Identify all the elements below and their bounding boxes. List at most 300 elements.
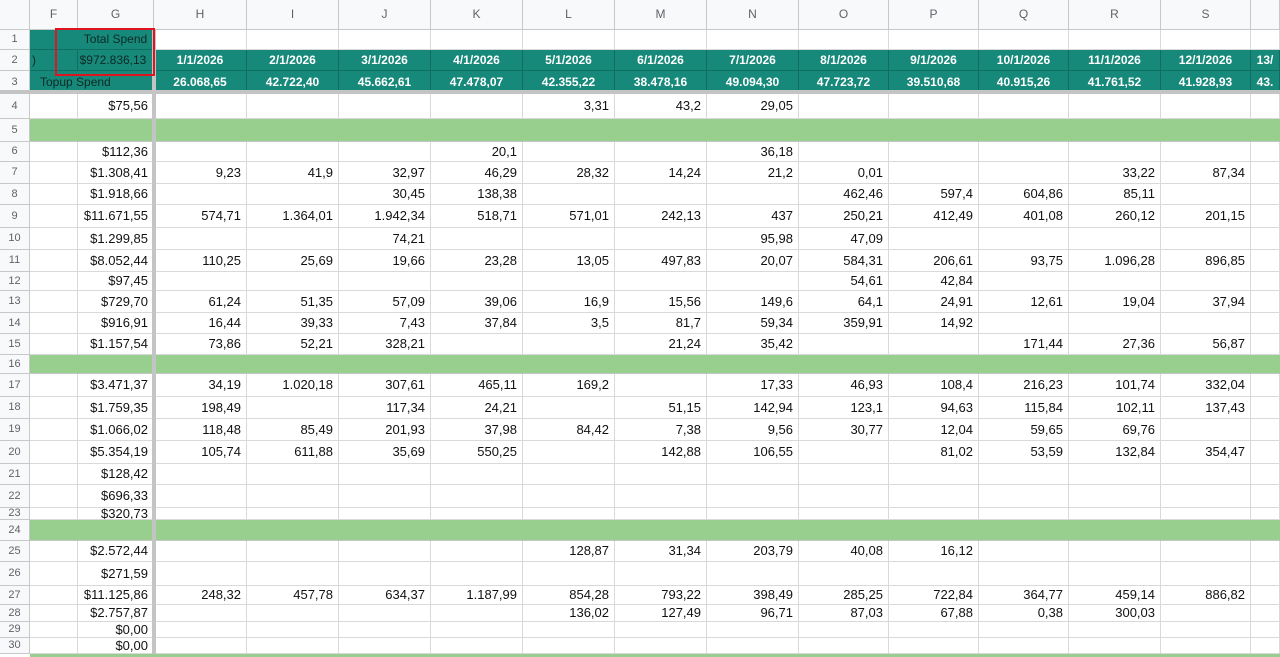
row-header[interactable]: 13 bbox=[0, 291, 30, 313]
column-header[interactable]: F bbox=[30, 0, 78, 30]
row-header[interactable]: 4 bbox=[0, 94, 30, 119]
value-cell[interactable]: 87,34 bbox=[1161, 162, 1251, 184]
grid-cell[interactable] bbox=[1251, 638, 1280, 654]
row-total-cell[interactable]: $1.066,02 bbox=[78, 419, 154, 441]
value-cell[interactable] bbox=[615, 562, 707, 586]
header-cell[interactable] bbox=[30, 30, 78, 50]
monthly-total[interactable]: 45.662,61 bbox=[339, 71, 431, 94]
frozen-column-divider[interactable] bbox=[152, 30, 156, 657]
row-header[interactable]: 9 bbox=[0, 205, 30, 228]
value-cell[interactable]: 52,21 bbox=[247, 334, 339, 355]
value-cell[interactable]: 1.020,18 bbox=[247, 374, 339, 397]
value-cell[interactable] bbox=[339, 562, 431, 586]
value-cell[interactable]: 17,33 bbox=[707, 374, 799, 397]
value-cell[interactable] bbox=[154, 272, 247, 291]
month-date-header[interactable]: 8/1/2026 bbox=[799, 50, 889, 71]
value-cell[interactable] bbox=[523, 184, 615, 205]
value-cell[interactable] bbox=[1161, 508, 1251, 520]
grid-cell[interactable] bbox=[707, 30, 799, 50]
value-cell[interactable]: 722,84 bbox=[889, 586, 979, 605]
value-cell[interactable] bbox=[1069, 541, 1161, 562]
row-header[interactable]: 27 bbox=[0, 586, 30, 605]
value-cell[interactable] bbox=[431, 334, 523, 355]
value-cell[interactable] bbox=[247, 142, 339, 162]
section-separator-cell[interactable] bbox=[1251, 355, 1280, 374]
section-separator-cell[interactable] bbox=[707, 355, 799, 374]
value-cell[interactable] bbox=[615, 228, 707, 250]
value-cell[interactable] bbox=[1161, 605, 1251, 622]
value-cell[interactable]: 51,15 bbox=[615, 397, 707, 419]
value-cell[interactable]: 260,12 bbox=[1069, 205, 1161, 228]
value-cell[interactable] bbox=[799, 622, 889, 638]
value-cell[interactable]: 550,25 bbox=[431, 441, 523, 464]
value-cell[interactable]: 108,4 bbox=[889, 374, 979, 397]
grid-cell[interactable] bbox=[1251, 397, 1280, 419]
value-cell[interactable]: 896,85 bbox=[1161, 250, 1251, 272]
grid-cell[interactable] bbox=[30, 541, 78, 562]
section-separator-cell[interactable] bbox=[889, 119, 979, 142]
value-cell[interactable] bbox=[707, 272, 799, 291]
total-spend-value[interactable]: $972.836,13 bbox=[78, 50, 154, 71]
value-cell[interactable] bbox=[339, 508, 431, 520]
value-cell[interactable] bbox=[247, 464, 339, 485]
value-cell[interactable]: 74,21 bbox=[339, 228, 431, 250]
value-cell[interactable] bbox=[523, 508, 615, 520]
grid-cell[interactable] bbox=[1251, 374, 1280, 397]
value-cell[interactable] bbox=[154, 228, 247, 250]
value-cell[interactable] bbox=[615, 622, 707, 638]
section-separator-cell[interactable] bbox=[154, 119, 247, 142]
value-cell[interactable]: 198,49 bbox=[154, 397, 247, 419]
value-cell[interactable] bbox=[707, 508, 799, 520]
row-header[interactable]: 5 bbox=[0, 119, 30, 142]
value-cell[interactable] bbox=[979, 541, 1069, 562]
value-cell[interactable] bbox=[979, 622, 1069, 638]
value-cell[interactable]: 36,18 bbox=[707, 142, 799, 162]
section-separator-cell[interactable] bbox=[523, 520, 615, 541]
value-cell[interactable] bbox=[431, 605, 523, 622]
month-date-header[interactable]: 3/1/2026 bbox=[339, 50, 431, 71]
value-cell[interactable]: 465,11 bbox=[431, 374, 523, 397]
value-cell[interactable]: 328,21 bbox=[339, 334, 431, 355]
value-cell[interactable] bbox=[247, 397, 339, 419]
section-separator-cell[interactable] bbox=[30, 355, 78, 374]
value-cell[interactable]: 9,56 bbox=[707, 419, 799, 441]
row-header[interactable]: 25 bbox=[0, 541, 30, 562]
row-header[interactable]: 28 bbox=[0, 605, 30, 622]
value-cell[interactable] bbox=[339, 605, 431, 622]
value-cell[interactable] bbox=[615, 464, 707, 485]
monthly-total[interactable]: 41.928,93 bbox=[1161, 71, 1251, 94]
value-cell[interactable]: 571,01 bbox=[523, 205, 615, 228]
row-total-cell[interactable]: $271,59 bbox=[78, 562, 154, 586]
grid-cell[interactable] bbox=[1251, 30, 1280, 50]
grid-cell[interactable] bbox=[1251, 228, 1280, 250]
row-header[interactable]: 12 bbox=[0, 272, 30, 291]
value-cell[interactable]: 332,04 bbox=[1161, 374, 1251, 397]
row-total-cell[interactable]: $320,73 bbox=[78, 508, 154, 520]
header-cell[interactable]: ) bbox=[30, 50, 78, 71]
row-header[interactable]: 10 bbox=[0, 228, 30, 250]
value-cell[interactable]: 53,59 bbox=[979, 441, 1069, 464]
value-cell[interactable]: 201,15 bbox=[1161, 205, 1251, 228]
value-cell[interactable]: 9,23 bbox=[154, 162, 247, 184]
value-cell[interactable] bbox=[339, 142, 431, 162]
value-cell[interactable]: 81,02 bbox=[889, 441, 979, 464]
value-cell[interactable] bbox=[799, 485, 889, 508]
grid-cell[interactable] bbox=[1251, 184, 1280, 205]
row-total-cell[interactable]: $1.299,85 bbox=[78, 228, 154, 250]
grid-cell[interactable] bbox=[30, 250, 78, 272]
row-total-cell[interactable]: $696,33 bbox=[78, 485, 154, 508]
row-total-cell[interactable]: $8.052,44 bbox=[78, 250, 154, 272]
value-cell[interactable]: 497,83 bbox=[615, 250, 707, 272]
value-cell[interactable] bbox=[1161, 562, 1251, 586]
value-cell[interactable]: 93,75 bbox=[979, 250, 1069, 272]
value-cell[interactable] bbox=[1161, 94, 1251, 119]
row-total-cell[interactable]: $75,56 bbox=[78, 94, 154, 119]
value-cell[interactable] bbox=[799, 508, 889, 520]
value-cell[interactable]: 793,22 bbox=[615, 586, 707, 605]
value-cell[interactable]: 21,24 bbox=[615, 334, 707, 355]
value-cell[interactable] bbox=[1069, 464, 1161, 485]
column-header[interactable] bbox=[1251, 0, 1280, 30]
value-cell[interactable] bbox=[1161, 142, 1251, 162]
value-cell[interactable] bbox=[154, 638, 247, 654]
grid-cell[interactable] bbox=[889, 30, 979, 50]
value-cell[interactable] bbox=[889, 638, 979, 654]
value-cell[interactable]: 29,05 bbox=[707, 94, 799, 119]
value-cell[interactable] bbox=[707, 622, 799, 638]
monthly-total[interactable]: 26.068,65 bbox=[154, 71, 247, 94]
value-cell[interactable]: 101,74 bbox=[1069, 374, 1161, 397]
value-cell[interactable]: 171,44 bbox=[979, 334, 1069, 355]
value-cell[interactable] bbox=[431, 485, 523, 508]
monthly-total[interactable]: 47.478,07 bbox=[431, 71, 523, 94]
value-cell[interactable] bbox=[707, 184, 799, 205]
section-separator-cell[interactable] bbox=[979, 355, 1069, 374]
value-cell[interactable]: 307,61 bbox=[339, 374, 431, 397]
value-cell[interactable] bbox=[523, 622, 615, 638]
grid-cell[interactable] bbox=[30, 622, 78, 638]
value-cell[interactable]: 137,43 bbox=[1161, 397, 1251, 419]
row-header[interactable]: 3 bbox=[0, 71, 30, 94]
value-cell[interactable] bbox=[523, 638, 615, 654]
grid-cell[interactable] bbox=[247, 30, 339, 50]
value-cell[interactable] bbox=[1161, 485, 1251, 508]
value-cell[interactable]: 25,69 bbox=[247, 250, 339, 272]
value-cell[interactable]: 43,2 bbox=[615, 94, 707, 119]
column-header[interactable]: G bbox=[78, 0, 154, 30]
section-separator-cell[interactable] bbox=[799, 119, 889, 142]
month-date-header[interactable]: 11/1/2026 bbox=[1069, 50, 1161, 71]
value-cell[interactable] bbox=[154, 562, 247, 586]
value-cell[interactable] bbox=[1161, 622, 1251, 638]
value-cell[interactable]: 7,38 bbox=[615, 419, 707, 441]
value-cell[interactable]: 64,1 bbox=[799, 291, 889, 313]
value-cell[interactable]: 69,76 bbox=[1069, 419, 1161, 441]
value-cell[interactable] bbox=[1069, 272, 1161, 291]
month-date-header[interactable]: 13/ bbox=[1251, 50, 1280, 71]
month-date-header[interactable]: 7/1/2026 bbox=[707, 50, 799, 71]
column-header[interactable]: I bbox=[247, 0, 339, 30]
value-cell[interactable] bbox=[615, 508, 707, 520]
grid-cell[interactable] bbox=[1251, 250, 1280, 272]
value-cell[interactable]: 169,2 bbox=[523, 374, 615, 397]
grid-cell[interactable] bbox=[30, 205, 78, 228]
value-cell[interactable]: 87,03 bbox=[799, 605, 889, 622]
row-header[interactable]: 23 bbox=[0, 508, 30, 520]
grid-cell[interactable] bbox=[1251, 586, 1280, 605]
value-cell[interactable]: 42,84 bbox=[889, 272, 979, 291]
grid-cell[interactable] bbox=[30, 291, 78, 313]
grid-cell[interactable] bbox=[1251, 485, 1280, 508]
row-header[interactable]: 1 bbox=[0, 30, 30, 50]
section-separator-cell[interactable] bbox=[78, 520, 154, 541]
row-total-cell[interactable]: $729,70 bbox=[78, 291, 154, 313]
value-cell[interactable]: 0,38 bbox=[979, 605, 1069, 622]
grid-cell[interactable] bbox=[1251, 562, 1280, 586]
value-cell[interactable] bbox=[707, 464, 799, 485]
value-cell[interactable] bbox=[154, 622, 247, 638]
value-cell[interactable] bbox=[1069, 142, 1161, 162]
value-cell[interactable] bbox=[707, 638, 799, 654]
grid-cell[interactable] bbox=[1251, 272, 1280, 291]
section-separator-cell[interactable] bbox=[889, 520, 979, 541]
value-cell[interactable]: 28,32 bbox=[523, 162, 615, 184]
value-cell[interactable]: 56,87 bbox=[1161, 334, 1251, 355]
grid-cell[interactable] bbox=[30, 464, 78, 485]
value-cell[interactable] bbox=[247, 562, 339, 586]
monthly-total[interactable]: 43. bbox=[1251, 71, 1280, 94]
value-cell[interactable] bbox=[339, 272, 431, 291]
value-cell[interactable]: 15,56 bbox=[615, 291, 707, 313]
section-separator-cell[interactable] bbox=[339, 520, 431, 541]
value-cell[interactable] bbox=[799, 94, 889, 119]
value-cell[interactable]: 59,34 bbox=[707, 313, 799, 334]
value-cell[interactable] bbox=[615, 272, 707, 291]
section-separator-cell[interactable] bbox=[30, 520, 78, 541]
grid-cell[interactable] bbox=[1251, 142, 1280, 162]
row-total-cell[interactable]: $11.125,86 bbox=[78, 586, 154, 605]
value-cell[interactable] bbox=[889, 228, 979, 250]
value-cell[interactable] bbox=[247, 228, 339, 250]
row-header[interactable]: 30 bbox=[0, 638, 30, 654]
grid-cell[interactable] bbox=[30, 638, 78, 654]
topup-spend-label[interactable]: Topup Spend bbox=[30, 71, 154, 94]
value-cell[interactable] bbox=[523, 441, 615, 464]
value-cell[interactable]: 94,63 bbox=[889, 397, 979, 419]
value-cell[interactable]: 604,86 bbox=[979, 184, 1069, 205]
month-date-header[interactable]: 1/1/2026 bbox=[154, 50, 247, 71]
value-cell[interactable]: 634,37 bbox=[339, 586, 431, 605]
value-cell[interactable]: 59,65 bbox=[979, 419, 1069, 441]
section-separator-cell[interactable] bbox=[1069, 520, 1161, 541]
row-header[interactable]: 16 bbox=[0, 355, 30, 374]
row-header[interactable]: 19 bbox=[0, 419, 30, 441]
monthly-total[interactable]: 47.723,72 bbox=[799, 71, 889, 94]
value-cell[interactable] bbox=[247, 508, 339, 520]
value-cell[interactable] bbox=[154, 485, 247, 508]
grid-cell[interactable] bbox=[30, 313, 78, 334]
row-total-cell[interactable]: $916,91 bbox=[78, 313, 154, 334]
grid-cell[interactable] bbox=[30, 508, 78, 520]
value-cell[interactable]: 127,49 bbox=[615, 605, 707, 622]
section-separator-cell[interactable] bbox=[247, 520, 339, 541]
value-cell[interactable] bbox=[523, 272, 615, 291]
value-cell[interactable]: 19,04 bbox=[1069, 291, 1161, 313]
value-cell[interactable] bbox=[799, 562, 889, 586]
value-cell[interactable] bbox=[889, 485, 979, 508]
value-cell[interactable]: 123,1 bbox=[799, 397, 889, 419]
value-cell[interactable] bbox=[889, 464, 979, 485]
value-cell[interactable] bbox=[523, 334, 615, 355]
grid-cell[interactable] bbox=[431, 30, 523, 50]
grid-cell[interactable] bbox=[1251, 622, 1280, 638]
row-header[interactable]: 17 bbox=[0, 374, 30, 397]
value-cell[interactable] bbox=[523, 562, 615, 586]
value-cell[interactable]: 285,25 bbox=[799, 586, 889, 605]
value-cell[interactable]: 459,14 bbox=[1069, 586, 1161, 605]
section-separator-cell[interactable] bbox=[615, 119, 707, 142]
value-cell[interactable]: 118,48 bbox=[154, 419, 247, 441]
value-cell[interactable] bbox=[889, 94, 979, 119]
column-header[interactable]: P bbox=[889, 0, 979, 30]
value-cell[interactable]: 27,36 bbox=[1069, 334, 1161, 355]
value-cell[interactable] bbox=[1161, 464, 1251, 485]
value-cell[interactable] bbox=[979, 272, 1069, 291]
row-header[interactable]: 18 bbox=[0, 397, 30, 419]
value-cell[interactable]: 105,74 bbox=[154, 441, 247, 464]
row-header[interactable]: 7 bbox=[0, 162, 30, 184]
value-cell[interactable]: 462,46 bbox=[799, 184, 889, 205]
row-header[interactable]: 24 bbox=[0, 520, 30, 541]
section-separator-cell[interactable] bbox=[154, 520, 247, 541]
value-cell[interactable]: 132,84 bbox=[1069, 441, 1161, 464]
value-cell[interactable] bbox=[1161, 541, 1251, 562]
row-total-cell[interactable]: $2.572,44 bbox=[78, 541, 154, 562]
value-cell[interactable]: 115,84 bbox=[979, 397, 1069, 419]
value-cell[interactable]: 47,09 bbox=[799, 228, 889, 250]
value-cell[interactable] bbox=[889, 142, 979, 162]
grid-cell[interactable] bbox=[1251, 464, 1280, 485]
section-separator-cell[interactable] bbox=[247, 119, 339, 142]
value-cell[interactable] bbox=[154, 184, 247, 205]
value-cell[interactable]: 128,87 bbox=[523, 541, 615, 562]
section-separator-cell[interactable] bbox=[339, 119, 431, 142]
value-cell[interactable]: 242,13 bbox=[615, 205, 707, 228]
value-cell[interactable] bbox=[1069, 94, 1161, 119]
grid-cell[interactable] bbox=[30, 334, 78, 355]
value-cell[interactable] bbox=[523, 142, 615, 162]
row-total-cell[interactable]: $2.757,87 bbox=[78, 605, 154, 622]
value-cell[interactable] bbox=[615, 485, 707, 508]
grid-cell[interactable] bbox=[154, 30, 247, 50]
value-cell[interactable] bbox=[799, 464, 889, 485]
row-header[interactable]: 11 bbox=[0, 250, 30, 272]
grid-cell[interactable] bbox=[1251, 441, 1280, 464]
value-cell[interactable]: 81,7 bbox=[615, 313, 707, 334]
value-cell[interactable]: 886,82 bbox=[1161, 586, 1251, 605]
value-cell[interactable] bbox=[523, 397, 615, 419]
section-separator-cell[interactable] bbox=[523, 355, 615, 374]
month-date-header[interactable]: 4/1/2026 bbox=[431, 50, 523, 71]
grid-cell[interactable] bbox=[30, 162, 78, 184]
section-separator-cell[interactable] bbox=[1251, 119, 1280, 142]
select-all-corner[interactable] bbox=[0, 0, 30, 30]
value-cell[interactable] bbox=[799, 142, 889, 162]
grid-cell[interactable] bbox=[1251, 419, 1280, 441]
row-header[interactable]: 8 bbox=[0, 184, 30, 205]
value-cell[interactable]: 597,4 bbox=[889, 184, 979, 205]
value-cell[interactable]: 37,94 bbox=[1161, 291, 1251, 313]
value-cell[interactable]: 46,29 bbox=[431, 162, 523, 184]
column-header[interactable]: N bbox=[707, 0, 799, 30]
monthly-total[interactable]: 38.478,16 bbox=[615, 71, 707, 94]
value-cell[interactable]: 248,32 bbox=[154, 586, 247, 605]
monthly-total[interactable]: 42.355,22 bbox=[523, 71, 615, 94]
value-cell[interactable] bbox=[707, 485, 799, 508]
section-separator-cell[interactable] bbox=[889, 355, 979, 374]
value-cell[interactable] bbox=[1069, 622, 1161, 638]
value-cell[interactable] bbox=[523, 228, 615, 250]
month-date-header[interactable]: 12/1/2026 bbox=[1161, 50, 1251, 71]
value-cell[interactable] bbox=[799, 334, 889, 355]
value-cell[interactable] bbox=[1161, 419, 1251, 441]
monthly-total[interactable]: 42.722,40 bbox=[247, 71, 339, 94]
value-cell[interactable]: 39,33 bbox=[247, 313, 339, 334]
value-cell[interactable] bbox=[154, 464, 247, 485]
value-cell[interactable]: 16,12 bbox=[889, 541, 979, 562]
grid-cell[interactable] bbox=[30, 562, 78, 586]
grid-cell[interactable] bbox=[523, 30, 615, 50]
section-separator-cell[interactable] bbox=[431, 355, 523, 374]
row-total-cell[interactable]: $1.759,35 bbox=[78, 397, 154, 419]
value-cell[interactable]: 584,31 bbox=[799, 250, 889, 272]
value-cell[interactable]: 1.187,99 bbox=[431, 586, 523, 605]
value-cell[interactable]: 518,71 bbox=[431, 205, 523, 228]
value-cell[interactable] bbox=[431, 638, 523, 654]
value-cell[interactable]: 300,03 bbox=[1069, 605, 1161, 622]
grid-cell[interactable] bbox=[1251, 94, 1280, 119]
value-cell[interactable] bbox=[979, 562, 1069, 586]
row-total-cell[interactable]: $0,00 bbox=[78, 622, 154, 638]
grid-cell[interactable] bbox=[799, 30, 889, 50]
grid-cell[interactable] bbox=[30, 419, 78, 441]
value-cell[interactable] bbox=[979, 638, 1069, 654]
value-cell[interactable] bbox=[431, 541, 523, 562]
value-cell[interactable] bbox=[247, 94, 339, 119]
value-cell[interactable]: 95,98 bbox=[707, 228, 799, 250]
grid-cell[interactable] bbox=[30, 228, 78, 250]
monthly-total[interactable]: 41.761,52 bbox=[1069, 71, 1161, 94]
section-separator-cell[interactable] bbox=[1069, 355, 1161, 374]
grid-cell[interactable] bbox=[30, 142, 78, 162]
section-separator-cell[interactable] bbox=[247, 355, 339, 374]
value-cell[interactable] bbox=[1069, 562, 1161, 586]
grid-cell[interactable] bbox=[1251, 291, 1280, 313]
value-cell[interactable] bbox=[431, 562, 523, 586]
grid-cell[interactable] bbox=[1251, 313, 1280, 334]
row-total-cell[interactable]: $0,00 bbox=[78, 638, 154, 654]
value-cell[interactable] bbox=[247, 541, 339, 562]
value-cell[interactable] bbox=[979, 508, 1069, 520]
value-cell[interactable] bbox=[889, 162, 979, 184]
value-cell[interactable]: 31,34 bbox=[615, 541, 707, 562]
value-cell[interactable]: 574,71 bbox=[154, 205, 247, 228]
value-cell[interactable]: 0,01 bbox=[799, 162, 889, 184]
row-total-cell[interactable]: $5.354,19 bbox=[78, 441, 154, 464]
